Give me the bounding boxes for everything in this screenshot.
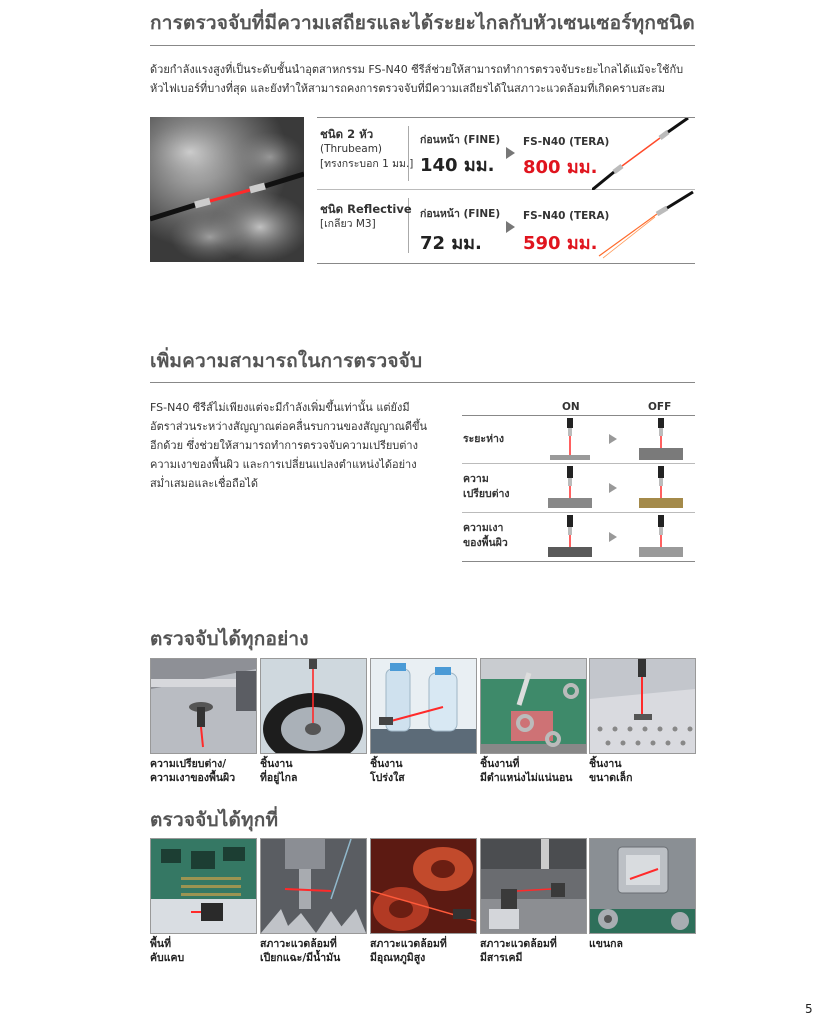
contrast-on-diagram — [545, 466, 595, 514]
comparison-row-reflective — [320, 202, 412, 232]
on-label: ON — [562, 401, 580, 413]
caption-wet-oily: สภาวะแวดล้อมที่ เปียกแฉะ/มีน้ำมัน — [260, 938, 341, 964]
caption-transparent-workpiece: ชิ้นงาน โปร่งใส — [370, 758, 405, 784]
photo-unstable-position — [480, 658, 587, 754]
section1-body — [150, 60, 700, 98]
photo-transparent-workpiece — [370, 658, 477, 754]
off-label: OFF — [648, 401, 672, 413]
section1-body-line1: ด้วยกำลังแรงสูงที่เป็นระดับชั้นนำอุตสาหกรรม FS-N40 ซีรีส์ช่วยให้สามารถทำการตรวจจับระยะไกลได้แม้จะใช้กับ — [150, 63, 684, 76]
photo-small-workpiece — [589, 658, 696, 754]
section2-rule — [150, 382, 695, 383]
section2-body-line: อัตราส่วนระหว่างสัญญาณต่อคลื่นรบกวนของสัญญาณดีขึ้น — [150, 420, 428, 433]
photo-high-temperature — [370, 838, 477, 934]
before-value: 140 มม. — [420, 155, 495, 176]
type-label: ชนิด Reflective — [320, 202, 412, 216]
after-label: FS-N40 (TERA) — [523, 210, 610, 222]
smoke-fiber-photo — [150, 117, 304, 262]
after-value: 590 มม. — [523, 233, 598, 254]
caption-far-workpiece: ชิ้นงาน ที่อยู่ไกล — [260, 758, 298, 784]
arrow-icon — [609, 532, 617, 542]
section2-title: เพิ่มความสามารถในการตรวจจับ — [150, 350, 423, 372]
before-label: ก่อนหน้า (FINE) — [420, 208, 501, 220]
photo-tight-space — [150, 838, 257, 934]
caption-contrast-gloss: ความเปรียบต่าง/ ความเงาของพื้นผิว — [150, 758, 236, 784]
after-label: FS-N40 (TERA) — [523, 136, 610, 148]
section2-body-line: อีกด้วย ซึ่งช่วยให้สามารถทำการตรวจจับความเปรียบต่าง — [150, 439, 418, 452]
after-value: 800 มม. — [523, 157, 598, 178]
capability-top-rule — [462, 415, 695, 416]
caption-unstable-position: ชิ้นงานที่ มีตำแหน่งไม่แน่นอน — [480, 758, 573, 784]
reflective-sensor-icon — [595, 190, 695, 264]
type-sub: [เกลียว M3] — [320, 218, 376, 230]
section1-body-line2: หัวไฟเบอร์ที่บางที่สุด และยังทำให้สามารถคงการตรวจจับที่มีความเสถียรได้ในสภาวะแวดล้อมที่เกิดคราบสะสม — [150, 82, 666, 95]
gloss-off-diagram — [636, 515, 686, 563]
thrubeam-sensor-icon — [592, 118, 692, 194]
arrow-icon — [609, 483, 617, 493]
caption-high-temperature: สภาวะแวดล้อมที่ มีอุณหภูมิสูง — [370, 938, 447, 964]
capability-label-gloss: ความเงา ของพื้นผิว — [463, 522, 508, 549]
page-number: 5 — [805, 1002, 813, 1016]
type-label: ชนิด 2 หัว — [320, 127, 374, 141]
caption-robot-arm: แขนกล — [589, 938, 623, 950]
before-label: ก่อนหน้า (FINE) — [420, 134, 501, 146]
section4-title: ตรวจจับได้ทุกที่ — [150, 809, 279, 831]
section2-body — [150, 398, 440, 493]
before-value: 72 มม. — [420, 233, 482, 254]
distance-off-diagram — [636, 418, 686, 466]
photo-chemical — [480, 838, 587, 934]
distance-on-diagram — [545, 418, 595, 466]
gloss-on-diagram — [545, 515, 595, 563]
comparison-row-thrubeam — [320, 127, 413, 172]
section2-body-line: FS-N40 ซีรีส์ไม่เพียงแต่จะมีกำลังเพิ่มขึ้นเท่านั้น แต่ยังมี — [150, 401, 410, 414]
caption-chemical: สภาวะแวดล้อมที่ มีสารเคมี — [480, 938, 557, 964]
photo-wet-oily — [260, 838, 367, 934]
capability-label-distance: ระยะห่าง — [463, 433, 505, 445]
photo-robot-arm — [589, 838, 696, 934]
photo-contrast-gloss — [150, 658, 257, 754]
section2-body-line: ความเงาของพื้นผิว และการเปลี่ยนแปลงตำแหน่งได้อย่าง — [150, 458, 417, 471]
capability-label-contrast: ความ เปรียบต่าง — [463, 473, 510, 500]
section2-body-line: สม่ำเสมอและเชื่อถือได้ — [150, 477, 258, 490]
section1-title: การตรวจจับที่มีความเสถียรและได้ระยะไกลกับหัวเซนเซอร์ทุกชนิด — [150, 12, 695, 34]
section1-rule — [150, 45, 695, 46]
type-sub: [ทรงกระบอก 1 มม.] — [320, 158, 414, 170]
arrow-icon — [506, 147, 515, 159]
caption-tight-space: พื้นที่ คับแคบ — [150, 938, 185, 964]
arrow-icon — [609, 434, 617, 444]
photo-far-workpiece — [260, 658, 367, 754]
contrast-off-diagram — [636, 466, 686, 514]
type-sub: (Thrubeam) — [320, 143, 383, 155]
section3-title: ตรวจจับได้ทุกอย่าง — [150, 628, 309, 650]
caption-small-workpiece: ชิ้นงาน ขนาดเล็ก — [589, 758, 633, 784]
arrow-icon — [506, 221, 515, 233]
